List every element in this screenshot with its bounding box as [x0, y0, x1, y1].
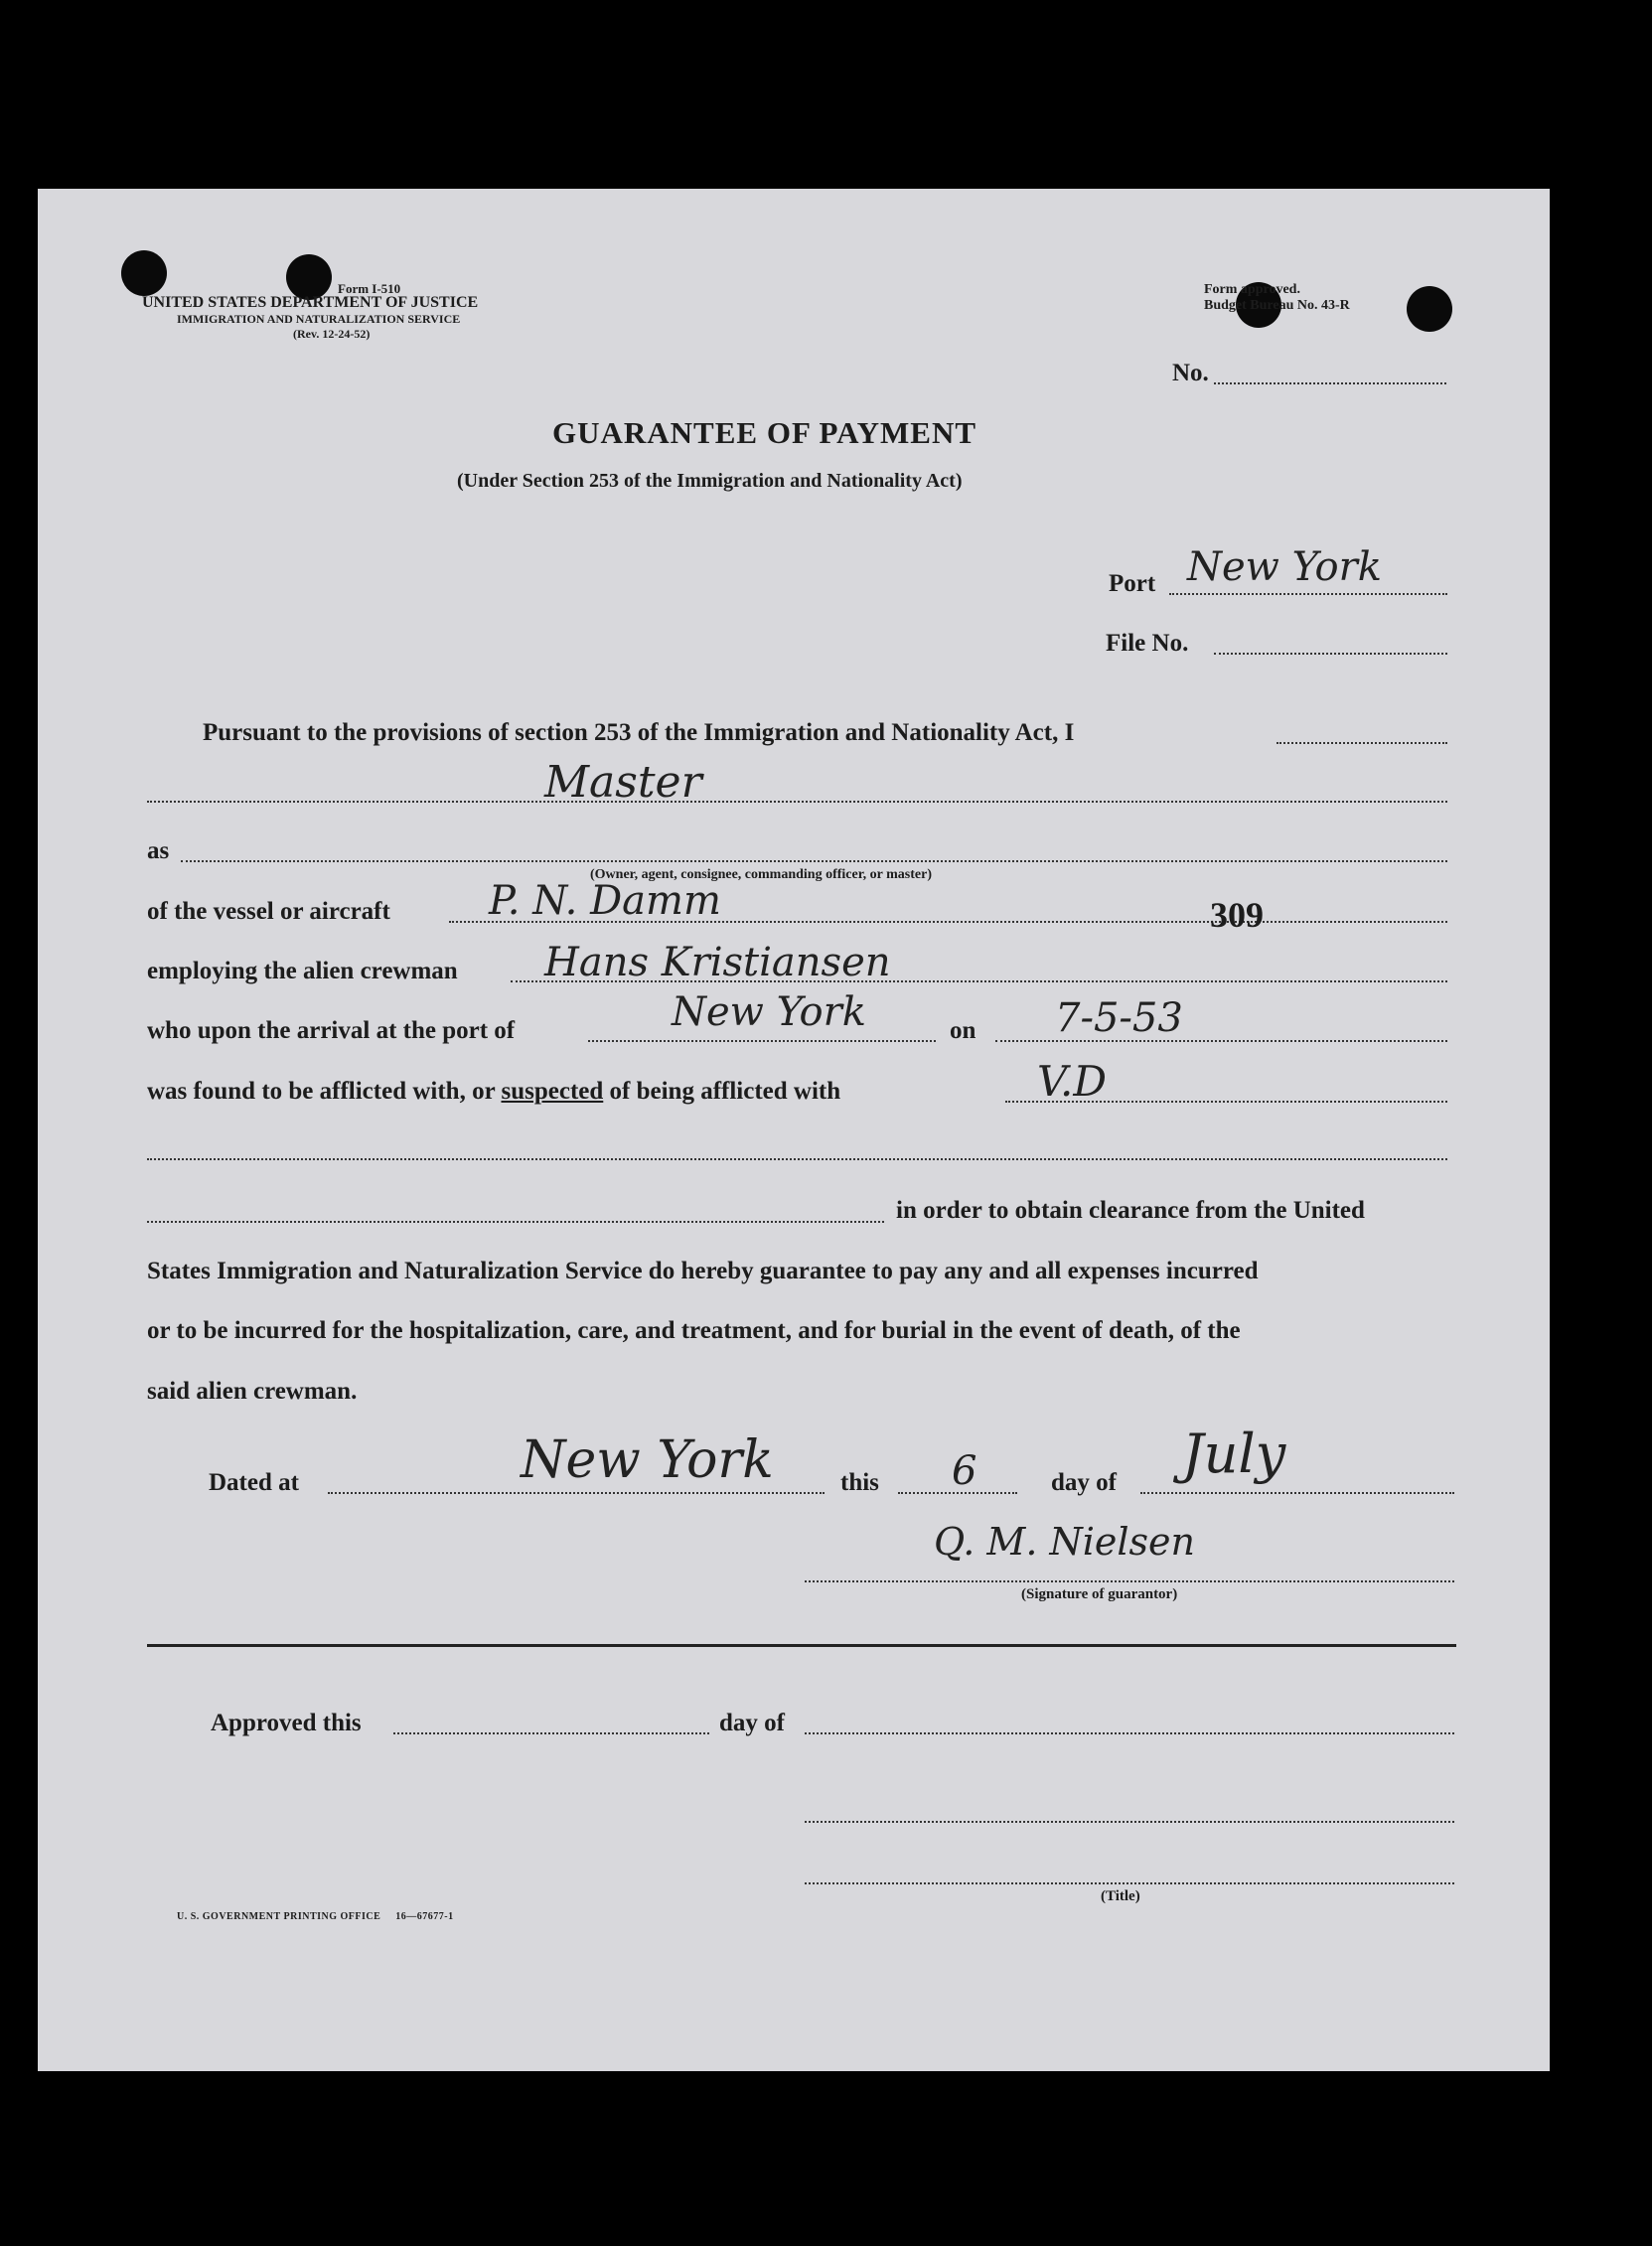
- afflicted-label-part-3: of being afflicted with: [603, 1078, 841, 1105]
- port-handwritten: New York: [1187, 544, 1382, 590]
- day-of-label: day of: [1051, 1469, 1117, 1496]
- approval-line-2: Budget Bureau No. 43-R: [1204, 298, 1350, 313]
- file-number-field[interactable]: [1214, 653, 1447, 655]
- dated-day-handwritten: 6: [952, 1448, 977, 1494]
- vessel-handwritten: P. N. Damm: [489, 878, 721, 924]
- section-divider: [147, 1644, 1456, 1647]
- as-label: as: [147, 837, 170, 864]
- body-line-2: or to be incurred for the hospitalization, care, and treatment, and for burial in the event of death, of the: [147, 1317, 1241, 1344]
- dated-month-field[interactable]: [1140, 1492, 1454, 1494]
- dated-place-field[interactable]: [328, 1492, 825, 1494]
- signature-handwritten: Q. M. Nielsen: [934, 1520, 1195, 1564]
- afflicted-label: [147, 1078, 840, 1106]
- approved-day-field[interactable]: [393, 1732, 709, 1734]
- on-label: on: [950, 1017, 976, 1044]
- arrival-port-handwritten: New York: [672, 989, 866, 1035]
- form-revision: (Rev. 12-24-52): [293, 327, 371, 341]
- affliction-field-2[interactable]: [147, 1158, 1447, 1160]
- service-name: IMMIGRATION AND NATURALIZATION SERVICE: [177, 312, 461, 326]
- approved-month-field[interactable]: [805, 1732, 1454, 1734]
- number-field[interactable]: [1214, 382, 1446, 384]
- arrival-date-handwritten: 7-5-53: [1055, 995, 1183, 1041]
- dated-at-label: Dated at: [209, 1469, 299, 1496]
- port-field[interactable]: [1169, 593, 1447, 595]
- pursuant-text: Pursuant to the provisions of section 253 of the Immigration and Nationality Act, I: [203, 719, 1075, 746]
- as-field[interactable]: [181, 860, 1447, 862]
- approved-label: Approved this: [211, 1710, 362, 1736]
- port-label: Port: [1109, 570, 1156, 597]
- guarantor-name-field[interactable]: [147, 801, 1447, 803]
- signature-caption: (Signature of guarantor): [1021, 1586, 1178, 1602]
- body-line-3: said alien crewman.: [147, 1378, 358, 1405]
- punch-hole-left-1: [121, 250, 167, 296]
- arrival-port-field[interactable]: [588, 1040, 936, 1042]
- pursuant-field-end[interactable]: [1277, 742, 1447, 744]
- form-subtitle: (Under Section 253 of the Immigration and Nationality Act): [457, 470, 963, 492]
- form-title: GUARANTEE OF PAYMENT: [552, 415, 977, 450]
- crewman-label: employing the alien crewman: [147, 958, 458, 984]
- form-number: Form I-510: [338, 281, 401, 296]
- title-caption: (Title): [1101, 1888, 1140, 1904]
- arrival-label: who upon the arrival at the port of: [147, 1017, 516, 1044]
- dated-month-handwritten: July: [1182, 1422, 1286, 1485]
- vessel-label: of the vessel or aircraft: [147, 898, 390, 925]
- printer-line: U. S. GOVERNMENT PRINTING OFFICE 16—67677-1: [177, 1911, 454, 1922]
- punch-hole-right-2: [1407, 286, 1452, 332]
- approver-title-field[interactable]: [805, 1882, 1454, 1884]
- this-label: this: [840, 1469, 879, 1496]
- affliction-handwritten: V.D: [1037, 1057, 1108, 1106]
- signature-field[interactable]: [805, 1580, 1454, 1582]
- clearance-text: in order to obtain clearance from the United: [896, 1197, 1365, 1224]
- approved-day-of-label: day of: [719, 1710, 785, 1736]
- afflicted-label-part-1: was found to be afflicted with, or: [147, 1078, 502, 1105]
- guarantor-name-handwritten: Master: [544, 757, 702, 808]
- as-caption: (Owner, agent, consignee, commanding officer, or master): [590, 867, 932, 882]
- vessel-stamped-number: 309: [1210, 895, 1264, 935]
- number-label: No.: [1172, 360, 1209, 386]
- approval-line-1: Form approved.: [1204, 282, 1300, 297]
- approver-signature-field[interactable]: [805, 1821, 1454, 1823]
- afflicted-label-suspected: suspected: [501, 1078, 604, 1105]
- file-number-label: File No.: [1106, 630, 1189, 657]
- body-line-1: States Immigration and Naturalization Service do hereby guarantee to pay any and all expenses incurred: [147, 1258, 1259, 1284]
- dated-place-handwritten: New York: [521, 1430, 774, 1490]
- crewman-handwritten: Hans Kristiansen: [544, 940, 891, 985]
- affliction-field-3[interactable]: [147, 1221, 884, 1223]
- department-name: UNITED STATES DEPARTMENT OF JUSTICE: [142, 294, 479, 311]
